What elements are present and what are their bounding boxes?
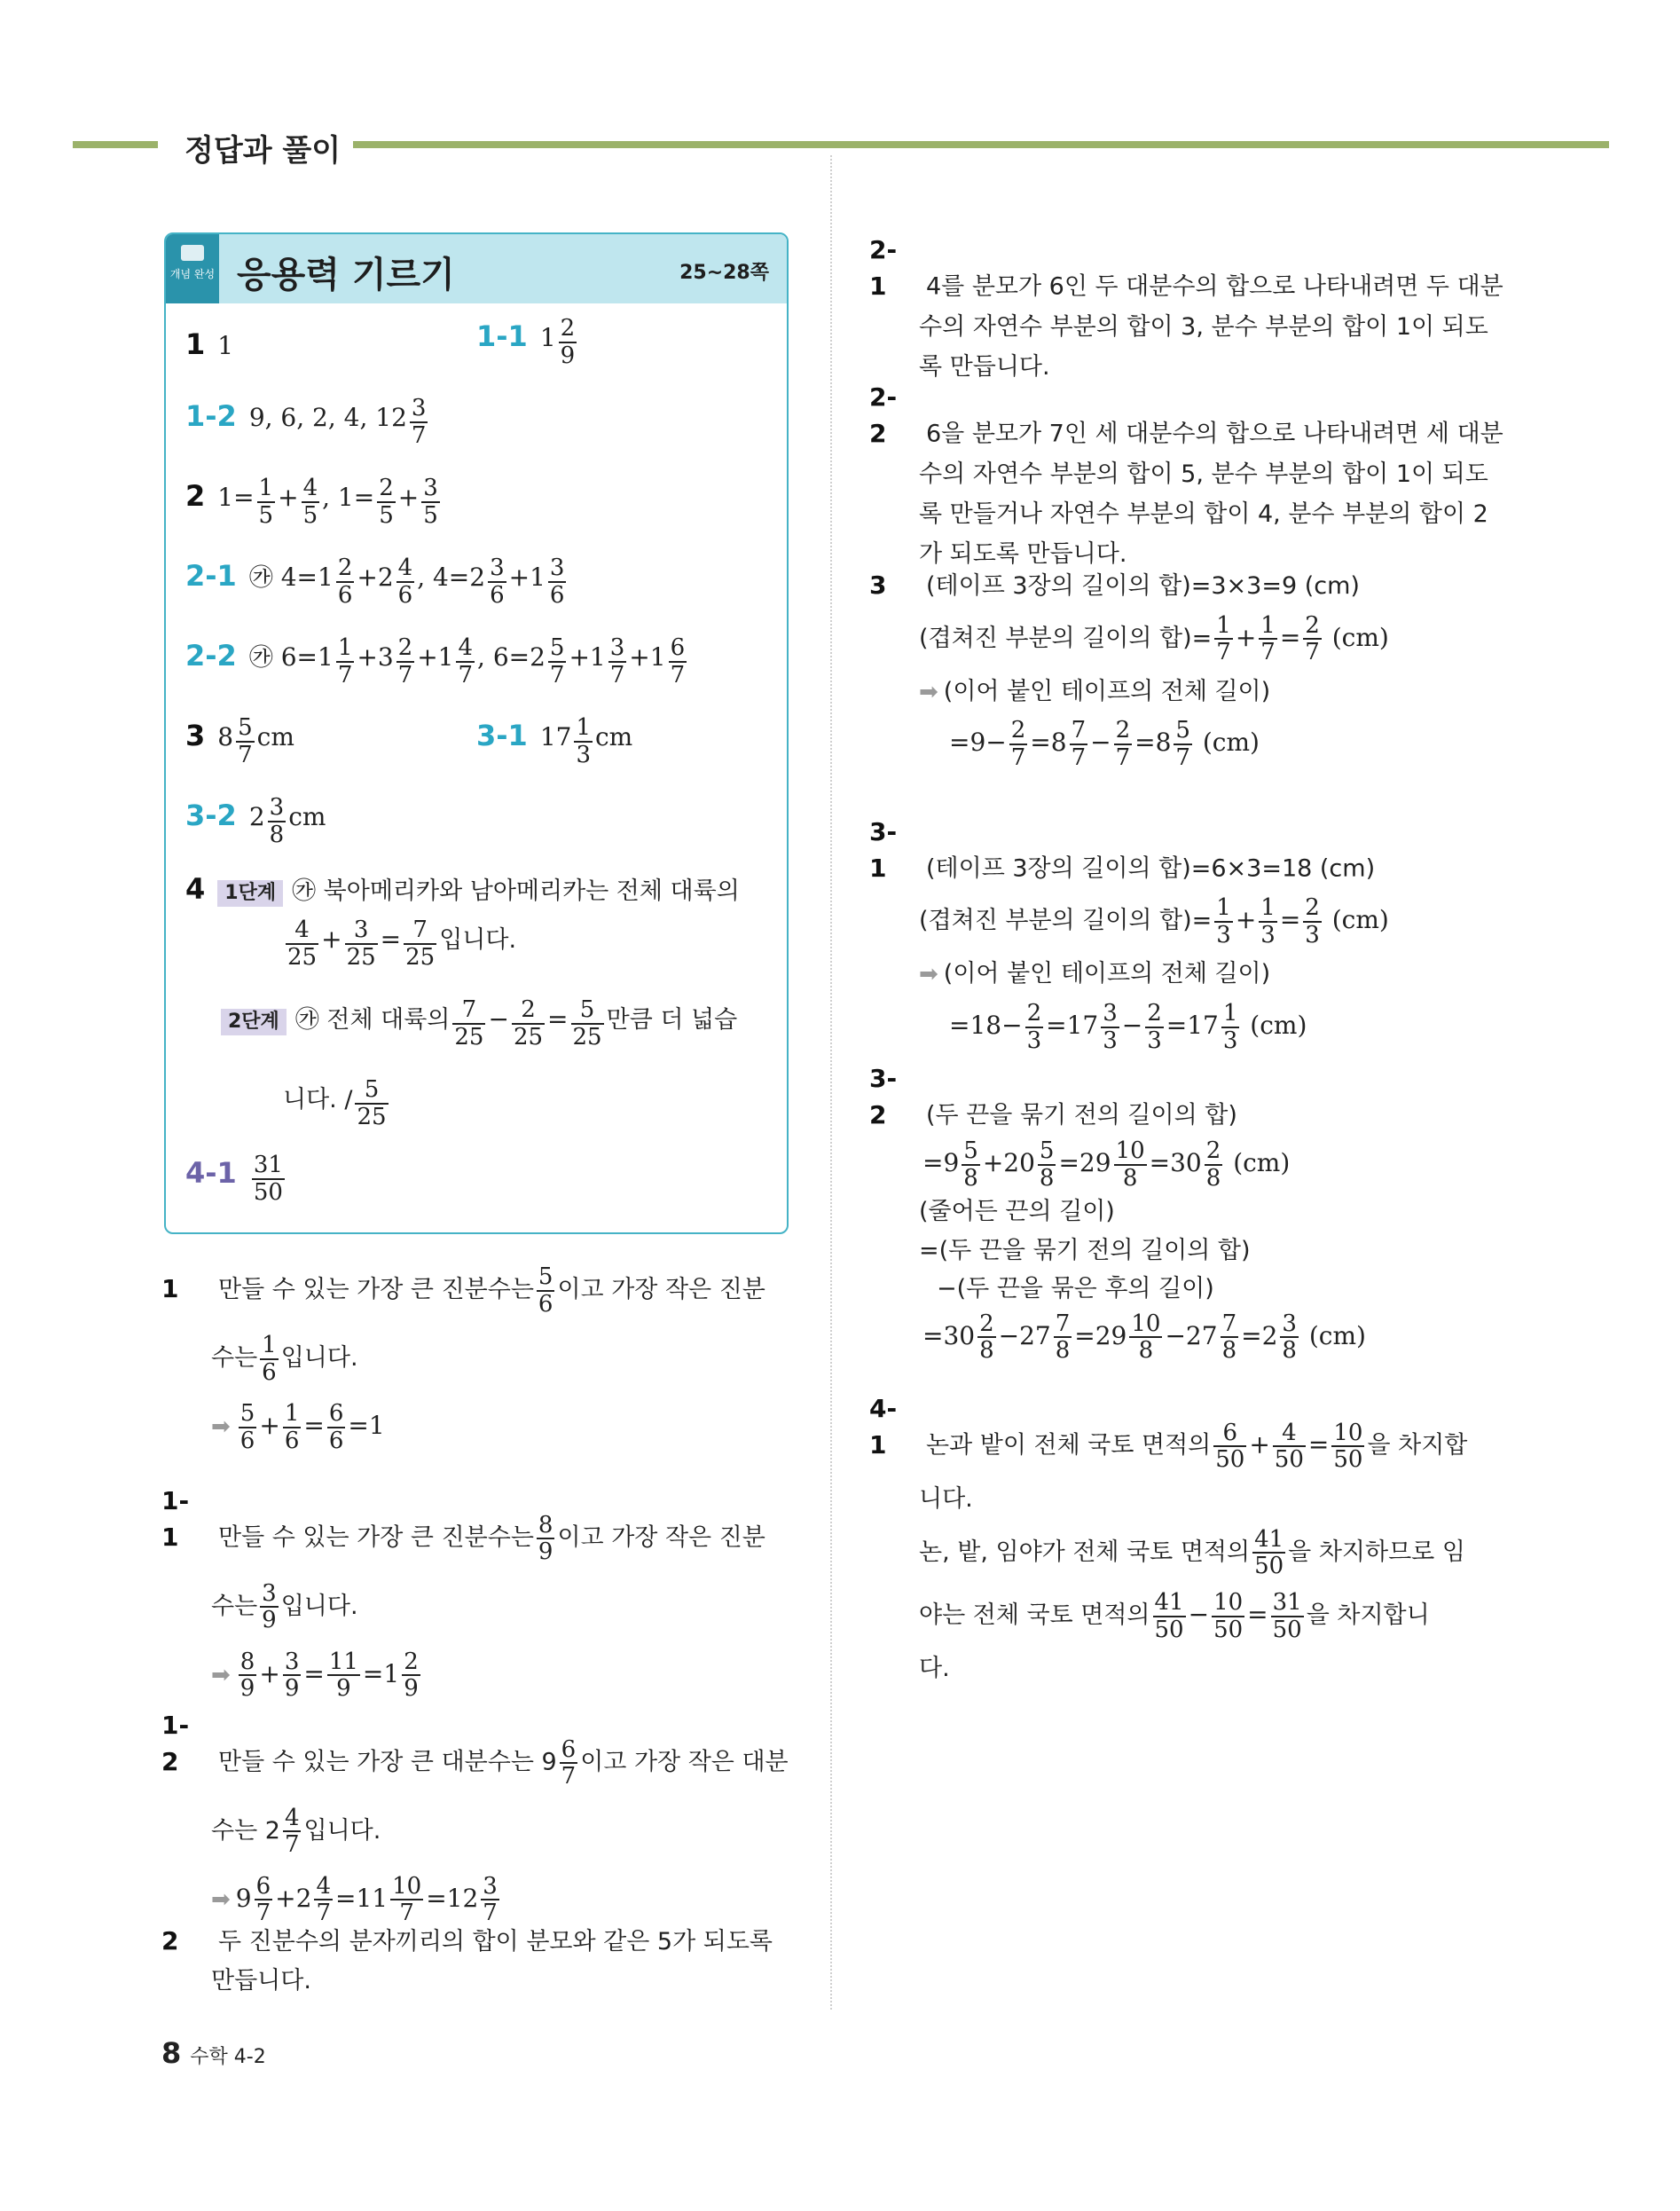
solution-text: 이고 가장 작은 진분 xyxy=(557,1276,765,1304)
solution-text: =(두 끈을 묶기 전의 길이의 합) xyxy=(919,1236,1251,1264)
answer-3-1: 3-1 17 $\frac{1}{3}$ cm xyxy=(476,714,633,768)
solution-text: (테이프 3장의 길이의 합)=6×3=18 (cm) xyxy=(926,854,1376,883)
fraction: $\frac{2}{9}$ xyxy=(560,315,576,369)
solution-text: 다. xyxy=(919,1655,950,1683)
header-title: 정답과 풀이 xyxy=(172,126,353,169)
box-pages: 25~28쪽 xyxy=(679,262,769,284)
answer-3-2: 3-2 2 $\frac{3}{8}$ cm xyxy=(185,794,326,848)
book-title: 수학 4-2 xyxy=(190,2046,266,2068)
solution-text: 만들 수 있는 가장 큰 대분수는 9 xyxy=(218,1748,557,1776)
answer-number: 3-1 xyxy=(476,719,528,753)
answer-value: 1 xyxy=(539,323,556,353)
solution-text: (겹쳐진 부분의 길이의 합)= xyxy=(919,907,1213,935)
solution-1: 1 만들 수 있는 가장 큰 진분수는 $\frac{5}{6}$ 이고 가장 작은 진분 수는 $\frac{1}{6}$ 입니다. ➡ $\frac{5}{6}$ + $\frac{1}{6}$ = $\frac{6}{6}$ =1 xyxy=(161,1263,765,1454)
answer-2-2: 2-2 ㉮ 6=1 $\frac{1}{7}$ +3 $\frac{2}{7}$ +1 $\frac{4}{7}$ , 6=2 $\frac{5}{7}$ +1 $\frac{3}{7}$ +1 $\frac{6}{7}$ xyxy=(185,634,686,688)
page-footer xyxy=(161,2036,266,2070)
solution-number: 1 xyxy=(161,1274,179,1304)
answer-value: 1 xyxy=(217,331,234,360)
solution-text: 가 되도록 만듭니다. xyxy=(919,540,1127,569)
answer-text: 니다. / xyxy=(283,1086,353,1114)
solution-2-2 xyxy=(869,380,1508,572)
solution-number: 1-2 xyxy=(161,1711,190,1776)
answer-1 xyxy=(185,327,234,361)
answer-4 xyxy=(185,872,740,907)
answer-number: 4 xyxy=(185,872,206,906)
unit: cm xyxy=(288,802,326,832)
answer-number: 3 xyxy=(185,719,206,753)
answer-1-2 xyxy=(185,396,430,448)
answer-4-final: 니다. / $\frac{5}{25}$ xyxy=(283,1076,387,1130)
solution-text: (이어 붙인 테이프의 전체 길이) xyxy=(943,960,1271,988)
solution-text: 두 진분수의 분자끼리의 합이 분모와 같은 5가 되도록 xyxy=(218,1928,773,1955)
answer-2-1: 2-1 ㉮ 4=1 $\frac{2}{6}$ +2 $\frac{4}{6}$ , 4=2 $\frac{3}{6}$ +1 $\frac{3}{6}$ xyxy=(185,555,565,609)
solution-text: (겹쳐진 부분의 길이의 합)= xyxy=(919,624,1213,652)
solution-text: 수는 xyxy=(211,1344,258,1373)
arrow-icon: ➡ xyxy=(919,678,938,705)
fraction: $\frac{3}{7}$ xyxy=(411,395,427,449)
unit: cm xyxy=(256,722,294,752)
answer-number: 1-1 xyxy=(476,319,528,354)
solution-2-1 xyxy=(869,232,1508,384)
answer-value: 9, 6, 2, 4, 12 xyxy=(248,403,407,433)
arrow-icon: ➡ xyxy=(211,1885,231,1913)
answer-number: 2-1 xyxy=(185,559,237,594)
example-mark: ㉮ xyxy=(248,644,273,673)
solution-2 xyxy=(161,1924,791,1998)
answer-4-formula-1: $\frac{4}{25}$ + $\frac{3}{25}$ = $\frac{7}{25}$ 입니다. xyxy=(287,917,517,971)
solution-number: 3 xyxy=(869,570,887,600)
example-mark: ㉮ xyxy=(248,564,273,593)
answer-text: 만큼 더 넓습 xyxy=(606,1006,738,1035)
solution-text: −(두 끈을 묶은 후의 길이) xyxy=(937,1274,1214,1302)
answer-1-1 xyxy=(476,316,579,368)
solution-text: 수의 자연수 부분의 합이 3, 분수 부분의 합이 1이 되도 xyxy=(919,313,1488,342)
solution-number: 2 xyxy=(161,1926,179,1955)
answer-box xyxy=(164,232,789,1234)
solution-text: 록 만들거나 자연수 부분의 합이 4, 분수 부분의 합이 2 xyxy=(919,500,1488,529)
page-header xyxy=(73,126,1609,169)
solution-text: 입니다. xyxy=(280,1592,358,1620)
box-badge xyxy=(166,234,219,303)
solution-text: 이고 가장 작은 진분 xyxy=(557,1523,765,1552)
solution-text: 만들 수 있는 가장 큰 진분수는 xyxy=(218,1276,534,1304)
solution-text: 을 차지하므로 임 xyxy=(1288,1538,1465,1566)
book-icon xyxy=(181,245,204,261)
solution-text: 입니다. xyxy=(280,1344,358,1373)
answer-number: 2 xyxy=(185,479,206,514)
solution-text: (테이프 3장의 길이의 합)=3×3=9 (cm) xyxy=(926,572,1360,600)
header-rule-right xyxy=(330,141,1609,148)
solution-number: 2-2 xyxy=(869,382,898,448)
solution-text: 을 차지합 xyxy=(1367,1431,1468,1460)
solution-text: 6을 분모가 7인 세 대분수의 합으로 나타내려면 세 대분 xyxy=(926,420,1503,448)
solution-text: (두 끈을 묶기 전의 길이의 합) xyxy=(926,1101,1237,1129)
solution-text: 만들 수 있는 가장 큰 진분수는 xyxy=(218,1523,534,1552)
solution-text: 논과 밭이 전체 국토 면적의 xyxy=(926,1431,1212,1460)
solution-text: 4를 분모가 6인 두 대분수의 합으로 나타내려면 두 대분 xyxy=(926,272,1503,301)
solution-number: 3-1 xyxy=(869,817,898,883)
solution-text: 수는 xyxy=(211,1592,258,1620)
solution-1-2: 1-2 만들 수 있는 가장 큰 대분수는 9 $\frac{6}{7}$ 이고 가장 작은 대분 수는 2 $\frac{4}{7}$ 입니다. ➡ 9 $\frac{6}{7}$ +2 $\frac{4}{7}$ =11 $\frac{10}{7}$ =12 $\frac{3}{7}$ xyxy=(161,1708,791,1926)
answer-number: 1 xyxy=(185,327,206,361)
solution-text: 입니다. xyxy=(303,1816,381,1845)
solution-number: 2-1 xyxy=(869,235,898,301)
answer-text: ㉮ 전체 대륙의 xyxy=(294,1006,451,1035)
solution-text: 논, 밭, 임야가 전체 국토 면적의 xyxy=(919,1538,1251,1566)
solution-text: 수는 2 xyxy=(211,1816,280,1845)
answer-2: 2 1= $\frac{1}{5}$ + $\frac{4}{5}$ , 1= $\frac{2}{5}$ + $\frac{3}{5}$ xyxy=(185,475,438,529)
answer-number: 3-2 xyxy=(185,799,237,833)
answer-text: 입니다. xyxy=(439,926,517,955)
answer-number: 4-1 xyxy=(185,1156,237,1191)
solution-number: 1-1 xyxy=(161,1486,190,1552)
solution-1-1: 1-1 만들 수 있는 가장 큰 진분수는 $\frac{8}{9}$ 이고 가장 작은 진분 수는 $\frac{3}{9}$ 입니다. ➡ $\frac{8}{9}$ + $\frac{3}{9}$ = $\frac{11}{9}$ =1 $\frac{2}{9}$ xyxy=(161,1483,791,1702)
solution-3: 3 (테이프 3장의 길이의 합)=3×3=9 (cm) (겹쳐진 부분의 길이의 합)= $\frac{1}{7}$ + $\frac{1}{7}$ = $\frac{2}{7}$ (cm) ➡ (이어 붙인 테이프의 전체 길이) =9− $\frac{2}{7}$ =8 $\frac{7}{7}$ − $\frac{2}{7}$ =8 $\frac{5}{7}$ (cm) xyxy=(869,568,1508,771)
page-number: 8 xyxy=(161,2036,182,2070)
arrow-icon: ➡ xyxy=(211,1413,231,1441)
solution-text: 니다. xyxy=(919,1484,973,1513)
arrow-icon: ➡ xyxy=(211,1661,231,1688)
solution-text: 야는 전체 국토 면적의 xyxy=(919,1601,1150,1630)
answer-number: 1-2 xyxy=(185,399,237,434)
solution-text: 을 차지합니 xyxy=(1306,1601,1430,1630)
answer-text: ㉮ 북아메리카와 남아메리카는 전체 대륙의 xyxy=(292,877,740,905)
solution-number: 3-2 xyxy=(869,1064,898,1129)
solution-text: (줄어든 끈의 길이) xyxy=(919,1198,1115,1226)
answer-number: 2-2 xyxy=(185,639,237,673)
arrow-icon: ➡ xyxy=(919,961,938,988)
solution-text: 록 만듭니다. xyxy=(919,353,1050,382)
solution-text: 이고 가장 작은 대분 xyxy=(580,1748,789,1776)
unit: cm xyxy=(595,722,633,752)
header-rule-left xyxy=(73,141,158,148)
step-label: 1단계 xyxy=(217,880,283,907)
solution-text: 만듭니다. xyxy=(211,1966,311,1995)
solution-3-2: 3-2 (두 끈을 묶기 전의 길이의 합) =9 $\frac{5}{8}$ +20 $\frac{5}{8}$ =29 $\frac{10}{8}$ =30 $\frac{2}{8}$ (cm) (줄어든 끈의 길이) =(두 끈을 묶기 전의 길이의 합) −(두 끈을 묶은 후의 길이) =30 $\frac{2}{8}$ −27 $\frac{7}{8}$ =29 $\frac{10}{8}$ −27 $\frac{7}{8}$ =2 $\frac{3}{8}$ (cm) xyxy=(869,1061,1508,1364)
solution-text: 수의 자연수 부분의 합이 5, 분수 부분의 합이 1이 되도 xyxy=(919,460,1488,489)
solution-text: (이어 붙인 테이프의 전체 길이) xyxy=(943,677,1271,705)
answer-3: 3 8 $\frac{5}{7}$ cm xyxy=(185,714,294,768)
answer-4-1: 4-1 $\frac{31}{50}$ xyxy=(185,1152,283,1206)
box-title: 응용력 기르기 xyxy=(237,255,455,295)
step-label: 2단계 xyxy=(221,1009,287,1035)
box-badge-label: 개념 완성 xyxy=(169,268,216,280)
answer-box-header xyxy=(166,234,787,303)
column-divider xyxy=(830,155,832,2010)
solution-number: 4-1 xyxy=(869,1394,898,1460)
answer-4-step2: 2단계 ㉮ 전체 대륙의 $\frac{7}{25}$ − $\frac{2}{25}$ = $\frac{5}{25}$ 만큼 더 넓습 xyxy=(221,997,737,1050)
solution-3-1: 3-1 (테이프 3장의 길이의 합)=6×3=18 (cm) (겹쳐진 부분의 길이의 합)= $\frac{1}{3}$ + $\frac{1}{3}$ = $\frac{2}{3}$ (cm) ➡ (이어 붙인 테이프의 전체 길이) =18− $\frac{2}{3}$ =17 $\frac{3}{3}$ − $\frac{2}{3}$ =17 $\frac{1}{3}$ (cm) xyxy=(869,814,1508,1053)
solution-4-1: 4-1 논과 밭이 전체 국토 면적의 $\frac{6}{50}$ + $\frac{4}{50}$ = $\frac{10}{50}$ 을 차지합 니다. 논, 밭, 임야가 전체 국토 면적의 $\frac{41}{50}$ 을 차지하므로 임 야는 전체 국토 면적의 $\frac{41}{50}$ − $\frac{10}{50}$ = $\frac{31}{50}$ 을 차지합니 다. xyxy=(869,1391,1508,1686)
